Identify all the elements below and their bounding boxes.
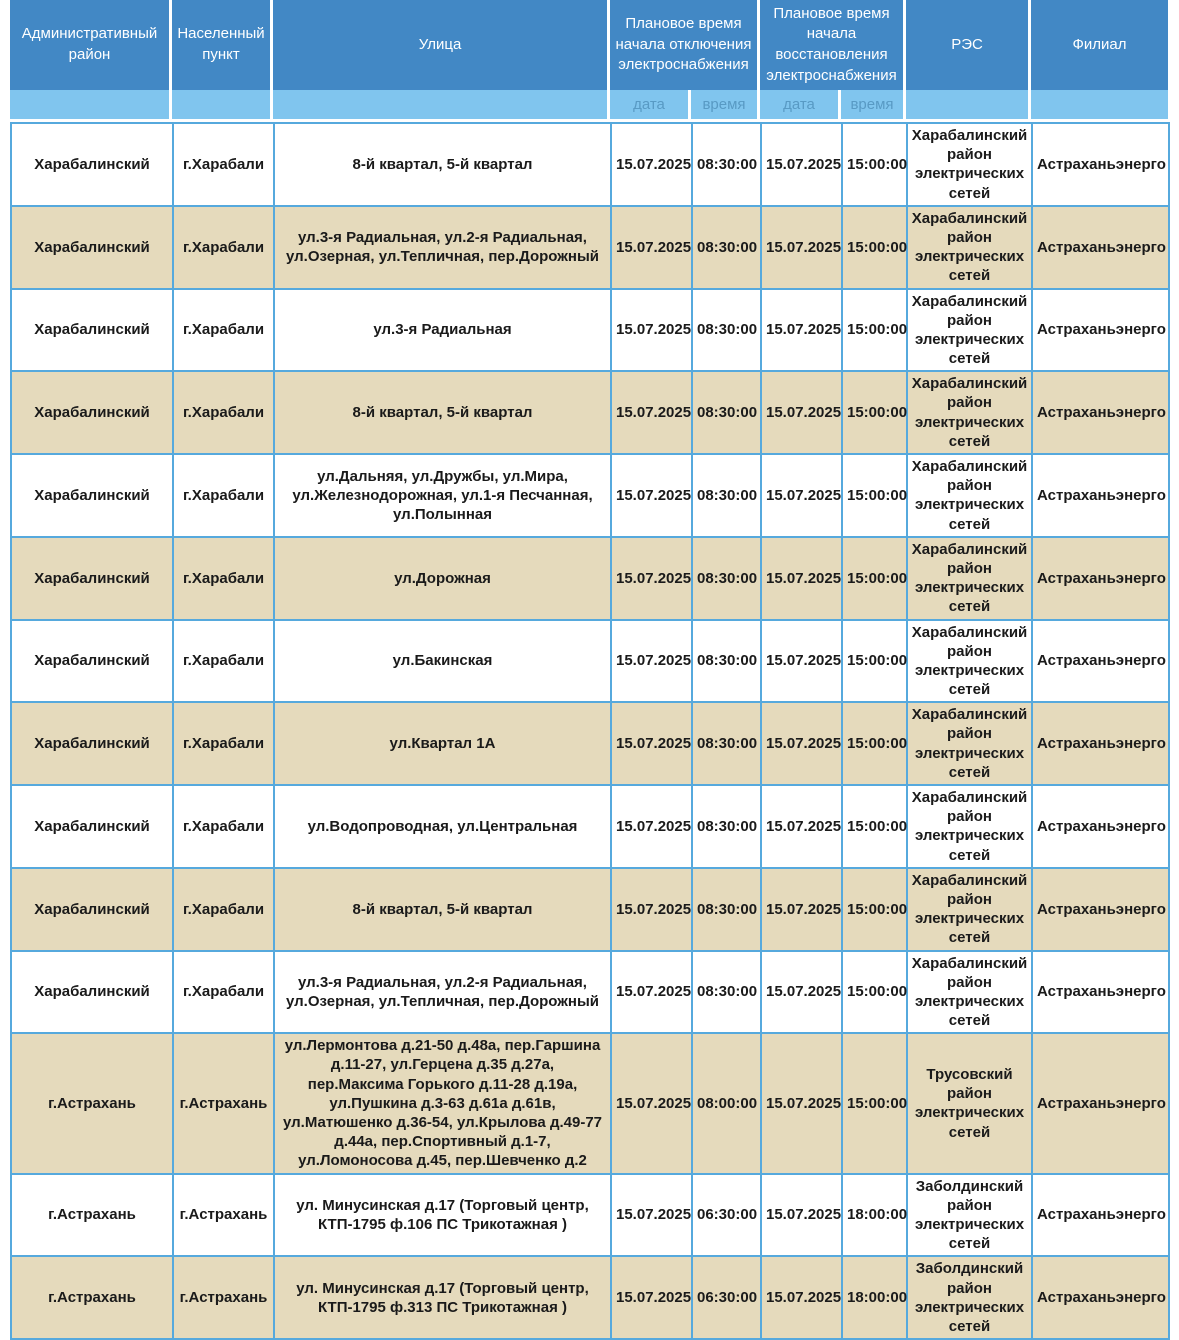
cell-res: Харабалинский район электрических сетей [907,620,1032,703]
cell-restore-time: 15:00:00 [842,371,907,454]
cell-settlement: г.Харабали [173,537,274,620]
cell-settlement: г.Астрахань [173,1174,274,1257]
cell-branch: Астраханьэнерго [1032,702,1169,785]
table-row [11,1033,1169,1173]
cell-street: ул. Минусинская д.17 (Торговый центр, КТП-1795 ф.313 ПС Трикотажная ) [274,1256,611,1339]
cell-outage-date: 15.07.2025 [611,371,692,454]
subheader-restore-date: дата [760,90,841,119]
cell-street: ул.Водопроводная, ул.Центральная [274,785,611,868]
cell-res: Трусовский район электрических сетей [907,1033,1032,1173]
cell-admin-district: Харабалинский [11,785,173,868]
cell-outage-date: 15.07.2025 [611,123,692,206]
cell-outage-time: 08:30:00 [692,123,761,206]
cell-res: Харабалинский район электрических сетей [907,289,1032,372]
cell-admin-district: г.Астрахань [11,1174,173,1257]
cell-res: Заболдинский район электрических сетей [907,1174,1032,1257]
col-header-street: Улица [273,0,610,90]
table-row [11,1174,1169,1257]
cell-branch: Астраханьэнерго [1032,289,1169,372]
cell-admin-district: Харабалинский [11,951,173,1034]
cell-outage-date: 15.07.2025 [611,537,692,620]
cell-admin-district: г.Астрахань [11,1033,173,1173]
cell-admin-district: Харабалинский [11,123,173,206]
table-row [11,123,1169,206]
cell-restore-time: 15:00:00 [842,1033,907,1173]
cell-outage-date: 15.07.2025 [611,868,692,951]
table-row [11,1256,1169,1339]
cell-outage-time: 08:30:00 [692,206,761,289]
cell-admin-district: Харабалинский [11,620,173,703]
cell-restore-time: 15:00:00 [842,702,907,785]
cell-outage-time: 08:30:00 [692,868,761,951]
cell-branch: Астраханьэнерго [1032,620,1169,703]
cell-restore-time: 15:00:00 [842,123,907,206]
schedule-table [10,122,1170,1340]
cell-res: Харабалинский район электрических сетей [907,868,1032,951]
cell-branch: Астраханьэнерго [1032,123,1169,206]
cell-admin-district: Харабалинский [11,371,173,454]
cell-settlement: г.Харабали [173,371,274,454]
cell-restore-time: 15:00:00 [842,537,907,620]
cell-res: Харабалинский район электрических сетей [907,206,1032,289]
cell-res: Харабалинский район электрических сетей [907,371,1032,454]
cell-restore-time: 15:00:00 [842,620,907,703]
cell-branch: Астраханьэнерго [1032,537,1169,620]
cell-street: ул.3-я Радиальная, ул.2-я Радиальная, ул.Озерная, ул.Тепличная, пер.Дорожный [274,206,611,289]
col-header-res: РЭС [906,0,1031,90]
cell-street: 8-й квартал, 5-й квартал [274,868,611,951]
cell-admin-district: Харабалинский [11,206,173,289]
cell-outage-time: 06:30:00 [692,1174,761,1257]
cell-branch: Астраханьэнерго [1032,454,1169,537]
table-row [11,868,1169,951]
subheader-empty [273,90,610,119]
cell-admin-district: Харабалинский [11,289,173,372]
cell-settlement: г.Харабали [173,289,274,372]
cell-outage-time: 08:30:00 [692,371,761,454]
cell-restore-date: 15.07.2025 [761,785,842,868]
cell-settlement: г.Астрахань [173,1256,274,1339]
cell-restore-date: 15.07.2025 [761,1033,842,1173]
cell-branch: Астраханьэнерго [1032,206,1169,289]
cell-res: Харабалинский район электрических сетей [907,702,1032,785]
cell-outage-date: 15.07.2025 [611,1033,692,1173]
cell-restore-date: 15.07.2025 [761,371,842,454]
cell-restore-time: 15:00:00 [842,206,907,289]
cell-street: ул.3-я Радиальная, ул.2-я Радиальная, ул.Озерная, ул.Тепличная, пер.Дорожный [274,951,611,1034]
cell-outage-time: 08:00:00 [692,1033,761,1173]
cell-settlement: г.Харабали [173,123,274,206]
table-row [11,537,1169,620]
cell-restore-time: 15:00:00 [842,868,907,951]
cell-res: Заболдинский район электрических сетей [907,1256,1032,1339]
cell-branch: Астраханьэнерго [1032,1256,1169,1339]
cell-outage-date: 15.07.2025 [611,1256,692,1339]
cell-branch: Астраханьэнерго [1032,951,1169,1034]
cell-outage-date: 15.07.2025 [611,620,692,703]
cell-admin-district: Харабалинский [11,702,173,785]
cell-outage-date: 15.07.2025 [611,206,692,289]
cell-outage-time: 08:30:00 [692,620,761,703]
subheader-outage-time: время [691,90,760,119]
cell-restore-date: 15.07.2025 [761,1174,842,1257]
cell-restore-date: 15.07.2025 [761,537,842,620]
cell-outage-date: 15.07.2025 [611,289,692,372]
subheader-empty [10,90,172,119]
cell-restore-date: 15.07.2025 [761,454,842,537]
table-row [11,206,1169,289]
cell-branch: Астраханьэнерго [1032,1174,1169,1257]
table-row [11,702,1169,785]
cell-outage-date: 15.07.2025 [611,785,692,868]
cell-branch: Астраханьэнерго [1032,1033,1169,1173]
table-row [11,785,1169,868]
cell-street: 8-й квартал, 5-й квартал [274,123,611,206]
cell-admin-district: Харабалинский [11,537,173,620]
cell-res: Харабалинский район электрических сетей [907,123,1032,206]
table-row [11,371,1169,454]
cell-res: Харабалинский район электрических сетей [907,454,1032,537]
cell-street: ул.Дорожная [274,537,611,620]
cell-restore-date: 15.07.2025 [761,289,842,372]
cell-outage-date: 15.07.2025 [611,1174,692,1257]
cell-street: ул.Бакинская [274,620,611,703]
cell-res: Харабалинский район электрических сетей [907,537,1032,620]
cell-outage-date: 15.07.2025 [611,702,692,785]
schedule-header [10,0,1168,119]
cell-settlement: г.Харабали [173,868,274,951]
cell-outage-time: 08:30:00 [692,702,761,785]
cell-restore-date: 15.07.2025 [761,123,842,206]
cell-res: Харабалинский район электрических сетей [907,951,1032,1034]
cell-restore-time: 15:00:00 [842,289,907,372]
cell-street: 8-й квартал, 5-й квартал [274,371,611,454]
subheader-empty [1031,90,1168,119]
cell-street: ул.Дальняя, ул.Дружбы, ул.Мира, ул.Железнодорожная, ул.1-я Песчанная, ул.Полынная [274,454,611,537]
cell-restore-time: 15:00:00 [842,785,907,868]
cell-restore-date: 15.07.2025 [761,206,842,289]
cell-outage-time: 06:30:00 [692,1256,761,1339]
table-row [11,289,1169,372]
col-header-settlement: Населенный пункт [172,0,273,90]
subheader-outage-date: дата [610,90,691,119]
cell-settlement: г.Харабали [173,785,274,868]
cell-street: ул.Лермонтова д.21-50 д.48а, пер.Гаршина д.11-27, ул.Герцена д.35 д.27а, пер.Максима Горького д.11-28 д.19а, ул.Пушкина д.3-63 д.61а д.61в, ул.Матюшенко д.36-54, ул.Крылова д.49-77 д.44а, пер.Спортивный д.1-7, ул.Ломоносова д.45, пер.Шевченко д.2 [274,1033,611,1173]
cell-street: ул.3-я Радиальная [274,289,611,372]
cell-admin-district: Харабалинский [11,868,173,951]
cell-street: ул.Квартал 1А [274,702,611,785]
cell-restore-time: 18:00:00 [842,1174,907,1257]
subheader-empty [906,90,1031,119]
cell-res: Харабалинский район электрических сетей [907,785,1032,868]
cell-branch: Астраханьэнерго [1032,785,1169,868]
cell-restore-time: 15:00:00 [842,951,907,1034]
col-header-outage-start: Плановое время начала отключения электроснабжения [610,0,760,90]
subheader-empty [172,90,273,119]
cell-outage-time: 08:30:00 [692,785,761,868]
cell-restore-date: 15.07.2025 [761,1256,842,1339]
cell-admin-district: Харабалинский [11,454,173,537]
table-row [11,951,1169,1034]
cell-settlement: г.Харабали [173,951,274,1034]
cell-outage-date: 15.07.2025 [611,951,692,1034]
cell-outage-date: 15.07.2025 [611,454,692,537]
cell-branch: Астраханьэнерго [1032,868,1169,951]
cell-settlement: г.Харабали [173,454,274,537]
table-body [11,123,1169,1339]
cell-settlement: г.Харабали [173,620,274,703]
cell-street: ул. Минусинская д.17 (Торговый центр, КТП-1795 ф.106 ПС Трикотажная ) [274,1174,611,1257]
cell-settlement: г.Астрахань [173,1033,274,1173]
cell-branch: Астраханьэнерго [1032,371,1169,454]
cell-outage-time: 08:30:00 [692,951,761,1034]
cell-outage-time: 08:30:00 [692,537,761,620]
cell-settlement: г.Харабали [173,702,274,785]
cell-restore-date: 15.07.2025 [761,620,842,703]
col-header-restore-start: Плановое время начала восстановления электроснабжения [760,0,906,90]
table-row [11,620,1169,703]
subheader-restore-time: время [841,90,906,119]
cell-restore-date: 15.07.2025 [761,868,842,951]
cell-outage-time: 08:30:00 [692,454,761,537]
cell-restore-time: 18:00:00 [842,1256,907,1339]
col-header-admin-district: Административный район [10,0,172,90]
cell-restore-date: 15.07.2025 [761,702,842,785]
cell-admin-district: г.Астрахань [11,1256,173,1339]
cell-restore-time: 15:00:00 [842,454,907,537]
col-header-branch: Филиал [1031,0,1168,90]
cell-outage-time: 08:30:00 [692,289,761,372]
table-row [11,454,1169,537]
cell-settlement: г.Харабали [173,206,274,289]
cell-restore-date: 15.07.2025 [761,951,842,1034]
